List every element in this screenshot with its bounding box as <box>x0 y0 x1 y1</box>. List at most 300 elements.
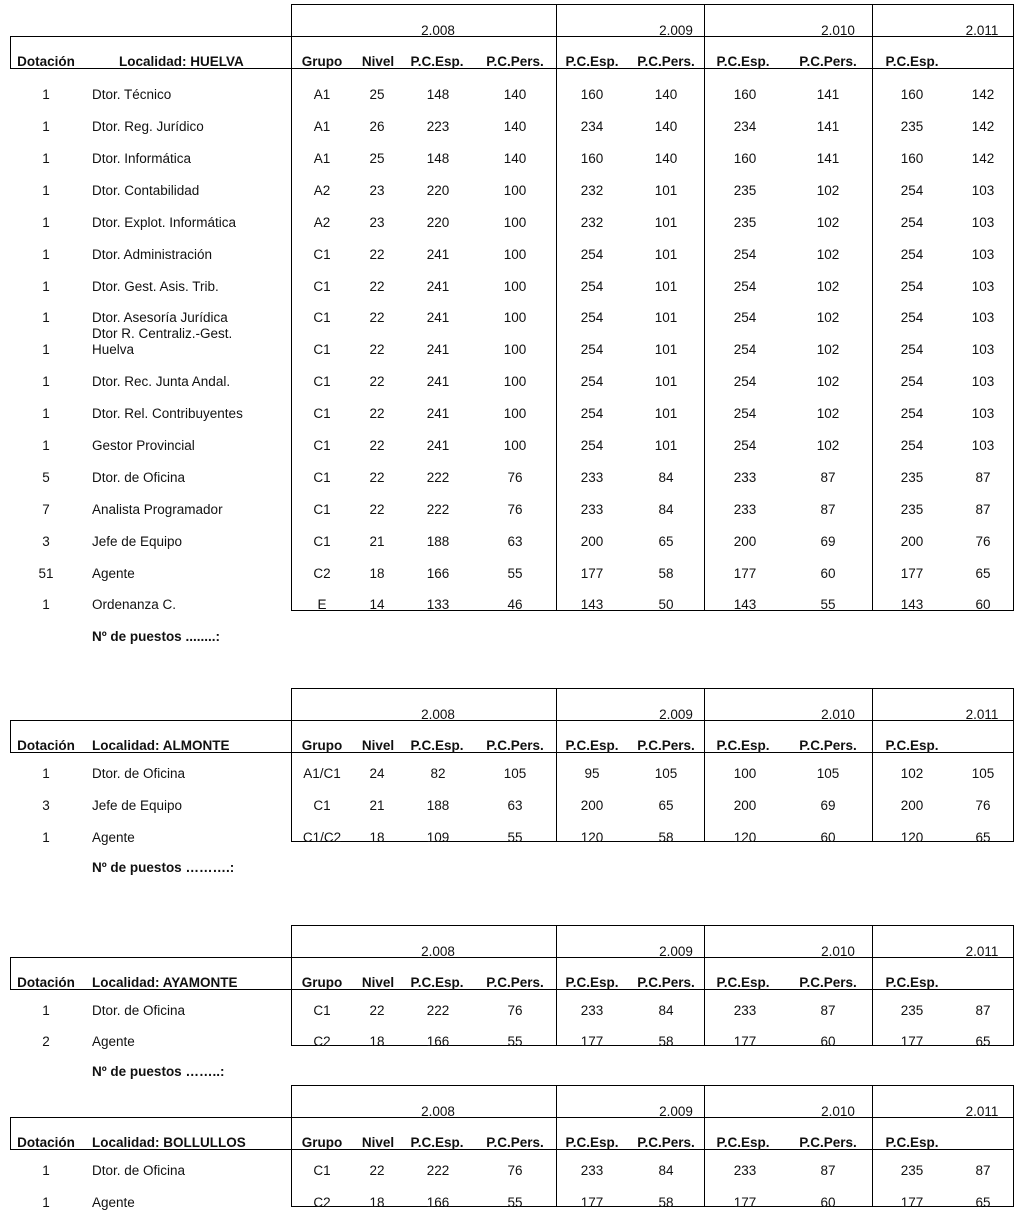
pc-pers-cell: 58 <box>658 566 674 581</box>
grupo-cell: C1 <box>313 1003 331 1018</box>
rule-vertical <box>704 1085 705 1207</box>
pc-esp-cell: 177 <box>733 1195 757 1210</box>
pc-esp-cell: 200 <box>900 798 924 813</box>
pc-esp-cell: 200 <box>733 534 757 549</box>
dotacion-cell: 1 <box>42 215 50 230</box>
pc-pers-cell: 50 <box>658 597 674 612</box>
pc-pers-cell: 101 <box>654 279 678 294</box>
rule-horizontal <box>10 1117 1014 1118</box>
dotacion-cell: 1 <box>42 374 50 389</box>
pc-esp-cell: 100 <box>733 766 757 781</box>
column-header-pc-esp: P.C.Esp. <box>716 1135 770 1150</box>
pc-pers-cell: 60 <box>820 566 836 581</box>
grupo-cell: A1 <box>313 119 331 134</box>
nivel-cell: 23 <box>369 183 385 198</box>
column-header-pc-esp: P.C.Esp. <box>410 738 464 753</box>
pc-pers-cell: 84 <box>658 502 674 517</box>
puesto-name: Dtor. Gest. Asis. Trib. <box>92 279 219 294</box>
dotacion-cell: 1 <box>42 1003 50 1018</box>
column-header-grupo: Grupo <box>301 975 343 990</box>
pc-pers-cell: 142 <box>971 119 995 134</box>
rule-vertical <box>291 925 292 1046</box>
pc-esp-cell: 177 <box>900 1195 924 1210</box>
pc-esp-cell: 188 <box>426 534 450 549</box>
pc-pers-cell: 76 <box>975 534 991 549</box>
rule-horizontal <box>291 1085 1014 1086</box>
pc-esp-cell: 160 <box>580 87 604 102</box>
puesto-name: Jefe de Equipo <box>92 798 183 813</box>
pc-pers-cell: 84 <box>658 470 674 485</box>
pc-pers-cell: 140 <box>654 151 678 166</box>
rule-vertical <box>872 925 873 1046</box>
nivel-cell: 21 <box>369 798 385 813</box>
pc-pers-cell: 76 <box>507 1003 523 1018</box>
pc-esp-cell: 143 <box>900 597 924 612</box>
pc-pers-cell: 100 <box>503 279 527 294</box>
pc-pers-cell: 55 <box>507 1195 523 1210</box>
column-header-dotacion: Dotación <box>17 738 75 753</box>
pc-pers-cell: 58 <box>658 830 674 845</box>
grupo-cell: C1 <box>313 247 331 262</box>
pc-esp-cell: 222 <box>426 1163 450 1178</box>
dotacion-cell: 51 <box>38 566 54 581</box>
puesto-name: Agente <box>92 1195 135 1210</box>
puesto-name: Dtor. de Oficina <box>92 1003 186 1018</box>
pc-pers-cell: 87 <box>975 1003 991 1018</box>
year-label: 2.010 <box>821 23 855 38</box>
column-header-pc-pers: P.C.Pers. <box>799 738 857 753</box>
pc-esp-cell: 254 <box>580 438 604 453</box>
pc-esp-cell: 133 <box>426 597 450 612</box>
pc-pers-cell: 55 <box>820 597 836 612</box>
puesto-name: Dtor. Contabilidad <box>92 183 200 198</box>
pc-pers-cell: 65 <box>975 830 991 845</box>
column-header-pc-pers: P.C.Pers. <box>486 1135 544 1150</box>
pc-pers-cell: 103 <box>971 279 995 294</box>
pc-esp-cell: 254 <box>900 342 924 357</box>
pc-esp-cell: 177 <box>580 1034 604 1049</box>
dotacion-cell: 5 <box>42 470 50 485</box>
pc-esp-cell: 254 <box>900 183 924 198</box>
dotacion-cell: 1 <box>42 279 50 294</box>
rule-vertical <box>1013 4 1014 611</box>
puesto-name: Dtor. de Oficina <box>92 766 186 781</box>
column-header-nivel: Nivel <box>361 738 395 753</box>
year-label: 2.010 <box>821 1104 855 1119</box>
pc-pers-cell: 102 <box>816 406 840 421</box>
pc-pers-cell: 76 <box>507 470 523 485</box>
pc-esp-cell: 177 <box>900 1034 924 1049</box>
rule-horizontal <box>291 925 1014 926</box>
rule-horizontal <box>291 4 1014 5</box>
column-header-grupo: Grupo <box>301 54 343 69</box>
pc-esp-cell: 222 <box>426 470 450 485</box>
rule-vertical <box>556 688 557 842</box>
rule-vertical <box>10 1117 11 1149</box>
year-label: 2.008 <box>421 23 455 38</box>
rule-horizontal <box>10 957 1014 958</box>
puesto-name: Agente <box>92 1034 135 1049</box>
column-header-pc-esp: P.C.Esp. <box>410 975 464 990</box>
pc-esp-cell: 200 <box>580 534 604 549</box>
pc-esp-cell: 254 <box>733 406 757 421</box>
dotacion-cell: 1 <box>42 310 50 325</box>
pc-pers-cell: 76 <box>975 798 991 813</box>
year-label: 2.011 <box>965 1104 999 1119</box>
column-header-pc-esp: P.C.Esp. <box>885 738 939 753</box>
pc-pers-cell: 76 <box>507 502 523 517</box>
column-header-nivel: Nivel <box>361 1135 395 1150</box>
pc-esp-cell: 166 <box>426 1195 450 1210</box>
column-header-pc-pers: P.C.Pers. <box>799 54 857 69</box>
pc-esp-cell: 254 <box>580 342 604 357</box>
pc-esp-cell: 254 <box>900 374 924 389</box>
nivel-cell: 22 <box>369 438 385 453</box>
pc-pers-cell: 105 <box>971 766 995 781</box>
rule-vertical <box>10 957 11 989</box>
pc-pers-cell: 141 <box>816 87 840 102</box>
grupo-cell: C2 <box>313 1195 331 1210</box>
rule-horizontal <box>291 688 1014 689</box>
pc-esp-cell: 241 <box>426 438 450 453</box>
pc-esp-cell: 241 <box>426 279 450 294</box>
pc-esp-cell: 148 <box>426 87 450 102</box>
year-label: 2.009 <box>659 1104 693 1119</box>
nivel-cell: 18 <box>369 566 385 581</box>
pc-pers-cell: 100 <box>503 406 527 421</box>
pc-pers-cell: 103 <box>971 438 995 453</box>
pc-esp-cell: 233 <box>733 470 757 485</box>
grupo-cell: C2 <box>313 566 331 581</box>
pc-esp-cell: 235 <box>900 502 924 517</box>
pc-pers-cell: 140 <box>654 87 678 102</box>
dotacion-cell: 1 <box>42 342 50 357</box>
column-header-pc-esp: P.C.Esp. <box>565 54 619 69</box>
grupo-cell: C1 <box>313 406 331 421</box>
column-header-pc-pers: P.C.Pers. <box>486 54 544 69</box>
pc-pers-cell: 102 <box>816 438 840 453</box>
rule-vertical <box>291 4 292 611</box>
pc-esp-cell: 166 <box>426 566 450 581</box>
puesto-name: Gestor Provincial <box>92 438 195 453</box>
pc-esp-cell: 235 <box>900 1163 924 1178</box>
pc-pers-cell: 140 <box>503 151 527 166</box>
pc-pers-cell: 101 <box>654 438 678 453</box>
pc-esp-cell: 95 <box>584 766 600 781</box>
rule-vertical <box>704 4 705 611</box>
puesto-name: Dtor. Técnico <box>92 87 172 102</box>
pc-esp-cell: 177 <box>733 1034 757 1049</box>
rule-vertical <box>704 925 705 1046</box>
pc-pers-cell: 60 <box>820 1195 836 1210</box>
grupo-cell: E <box>317 597 327 612</box>
pc-pers-cell: 76 <box>507 1163 523 1178</box>
pc-pers-cell: 102 <box>816 310 840 325</box>
pc-esp-cell: 222 <box>426 1003 450 1018</box>
year-label: 2.010 <box>821 944 855 959</box>
column-header-dotacion: Dotación <box>17 54 75 69</box>
nivel-cell: 18 <box>369 1195 385 1210</box>
rule-vertical <box>1013 1085 1014 1207</box>
num-puestos-label: Nº de puestos ……….: <box>92 860 235 875</box>
rule-vertical <box>556 4 557 611</box>
rule-vertical <box>556 925 557 1046</box>
pc-esp-cell: 222 <box>426 502 450 517</box>
pc-esp-cell: 254 <box>580 406 604 421</box>
pc-pers-cell: 101 <box>654 215 678 230</box>
localidad-label: Localidad: BOLLULLOS <box>92 1135 246 1150</box>
pc-esp-cell: 254 <box>733 247 757 262</box>
pc-pers-cell: 84 <box>658 1003 674 1018</box>
year-label: 2.010 <box>821 707 855 722</box>
pc-esp-cell: 234 <box>580 119 604 134</box>
column-header-nivel: Nivel <box>361 54 395 69</box>
grupo-cell: C1 <box>313 534 331 549</box>
nivel-cell: 22 <box>369 374 385 389</box>
year-label: 2.009 <box>659 944 693 959</box>
year-label: 2.008 <box>421 944 455 959</box>
pc-pers-cell: 105 <box>654 766 678 781</box>
num-puestos-label: Nº de puestos ……..: <box>92 1064 225 1079</box>
pc-esp-cell: 241 <box>426 406 450 421</box>
pc-esp-cell: 254 <box>580 310 604 325</box>
grupo-cell: A2 <box>313 215 331 230</box>
column-header-pc-esp: P.C.Esp. <box>885 54 939 69</box>
pc-pers-cell: 101 <box>654 310 678 325</box>
year-label: 2.008 <box>421 707 455 722</box>
nivel-cell: 22 <box>369 342 385 357</box>
pc-esp-cell: 241 <box>426 247 450 262</box>
nivel-cell: 24 <box>369 766 385 781</box>
pc-pers-cell: 100 <box>503 247 527 262</box>
pc-esp-cell: 241 <box>426 310 450 325</box>
num-puestos-label: Nº de puestos ........: <box>92 629 220 644</box>
localidad-label: Localidad: ALMONTE <box>92 738 230 753</box>
grupo-cell: C1 <box>313 470 331 485</box>
pc-pers-cell: 58 <box>658 1195 674 1210</box>
pc-esp-cell: 166 <box>426 1034 450 1049</box>
pc-esp-cell: 233 <box>733 502 757 517</box>
rule-vertical <box>10 720 11 752</box>
dotacion-cell: 7 <box>42 502 50 517</box>
localidad-label: Localidad: HUELVA <box>119 54 244 69</box>
pc-esp-cell: 254 <box>580 247 604 262</box>
year-label: 2.011 <box>965 23 999 38</box>
pc-pers-cell: 63 <box>507 798 523 813</box>
pc-esp-cell: 232 <box>580 183 604 198</box>
pc-pers-cell: 65 <box>975 1034 991 1049</box>
pc-pers-cell: 102 <box>816 215 840 230</box>
puesto-name: Agente <box>92 830 135 845</box>
pc-pers-cell: 141 <box>816 151 840 166</box>
pc-pers-cell: 105 <box>503 766 527 781</box>
pc-esp-cell: 254 <box>580 374 604 389</box>
rule-vertical <box>291 688 292 842</box>
rule-vertical <box>10 36 11 68</box>
pc-esp-cell: 235 <box>733 183 757 198</box>
pc-esp-cell: 220 <box>426 183 450 198</box>
puesto-name: Dtor. Explot. Informática <box>92 215 237 230</box>
pc-pers-cell: 101 <box>654 183 678 198</box>
pc-esp-cell: 254 <box>900 310 924 325</box>
dotacion-cell: 1 <box>42 597 50 612</box>
column-header-pc-pers: P.C.Pers. <box>486 738 544 753</box>
pc-pers-cell: 101 <box>654 406 678 421</box>
column-header-pc-esp: P.C.Esp. <box>410 1135 464 1150</box>
puesto-name: Dtor. Rec. Junta Andal. <box>92 374 231 389</box>
column-header-pc-esp: P.C.Esp. <box>716 54 770 69</box>
pc-esp-cell: 235 <box>900 470 924 485</box>
rule-vertical <box>556 1085 557 1207</box>
grupo-cell: A1 <box>313 151 331 166</box>
dotacion-cell: 1 <box>42 438 50 453</box>
column-header-grupo: Grupo <box>301 738 343 753</box>
nivel-cell: 14 <box>369 597 385 612</box>
dotacion-cell: 1 <box>42 119 50 134</box>
pc-pers-cell: 69 <box>820 534 836 549</box>
grupo-cell: C1 <box>313 1163 331 1178</box>
pc-pers-cell: 103 <box>971 406 995 421</box>
pc-pers-cell: 100 <box>503 374 527 389</box>
grupo-cell: A1/C1 <box>303 766 341 781</box>
column-header-pc-pers: P.C.Pers. <box>799 975 857 990</box>
pc-esp-cell: 234 <box>733 119 757 134</box>
puesto-name: Dtor. de Oficina <box>92 470 186 485</box>
pc-pers-cell: 140 <box>503 119 527 134</box>
pc-pers-cell: 65 <box>658 534 674 549</box>
nivel-cell: 22 <box>369 1003 385 1018</box>
nivel-cell: 25 <box>369 151 385 166</box>
pc-pers-cell: 141 <box>816 119 840 134</box>
dotacion-cell: 1 <box>42 247 50 262</box>
pc-esp-cell: 254 <box>900 438 924 453</box>
pc-esp-cell: 233 <box>580 1163 604 1178</box>
pc-esp-cell: 254 <box>733 342 757 357</box>
column-header-pc-pers: P.C.Pers. <box>486 975 544 990</box>
pc-pers-cell: 140 <box>503 87 527 102</box>
puesto-name: Dtor. Rel. Contribuyentes <box>92 406 243 421</box>
puesto-name: Dtor. Reg. Jurídico <box>92 119 204 134</box>
dotacion-cell: 3 <box>42 798 50 813</box>
pc-pers-cell: 60 <box>975 597 991 612</box>
puesto-name: Jefe de Equipo <box>92 534 183 549</box>
column-header-pc-esp: P.C.Esp. <box>885 975 939 990</box>
nivel-cell: 22 <box>369 502 385 517</box>
column-header-pc-pers: P.C.Pers. <box>799 1135 857 1150</box>
pc-esp-cell: 143 <box>580 597 604 612</box>
year-label: 2.011 <box>965 707 999 722</box>
puesto-name: Dtor. Informática <box>92 151 192 166</box>
pc-pers-cell: 100 <box>503 183 527 198</box>
pc-esp-cell: 220 <box>426 215 450 230</box>
dotacion-cell: 1 <box>42 183 50 198</box>
dotacion-cell: 1 <box>42 830 50 845</box>
column-header-pc-esp: P.C.Esp. <box>716 738 770 753</box>
pc-pers-cell: 46 <box>507 597 523 612</box>
pc-esp-cell: 177 <box>580 566 604 581</box>
nivel-cell: 23 <box>369 215 385 230</box>
grupo-cell: C1 <box>313 438 331 453</box>
pc-esp-cell: 120 <box>733 830 757 845</box>
pc-esp-cell: 254 <box>733 310 757 325</box>
pc-esp-cell: 235 <box>733 215 757 230</box>
pc-esp-cell: 160 <box>733 151 757 166</box>
pc-esp-cell: 223 <box>426 119 450 134</box>
grupo-cell: C1 <box>313 310 331 325</box>
puesto-name-continued: Huelva <box>92 342 135 357</box>
pc-esp-cell: 177 <box>580 1195 604 1210</box>
pc-pers-cell: 102 <box>816 374 840 389</box>
pc-pers-cell: 87 <box>820 1163 836 1178</box>
year-label: 2.009 <box>659 23 693 38</box>
year-label: 2.009 <box>659 707 693 722</box>
rule-vertical <box>704 688 705 842</box>
pc-pers-cell: 142 <box>971 151 995 166</box>
pc-esp-cell: 148 <box>426 151 450 166</box>
dotacion-cell: 3 <box>42 534 50 549</box>
pc-esp-cell: 254 <box>580 279 604 294</box>
pc-pers-cell: 65 <box>658 798 674 813</box>
puesto-name: Dtor R. Centraliz.-Gest. <box>92 326 233 341</box>
pc-pers-cell: 102 <box>816 342 840 357</box>
grupo-cell: C1 <box>313 342 331 357</box>
pc-pers-cell: 84 <box>658 1163 674 1178</box>
pc-pers-cell: 142 <box>971 87 995 102</box>
pc-pers-cell: 65 <box>975 1195 991 1210</box>
column-header-nivel: Nivel <box>361 975 395 990</box>
dotacion-cell: 2 <box>42 1034 50 1049</box>
pc-pers-cell: 102 <box>816 279 840 294</box>
pc-pers-cell: 87 <box>975 502 991 517</box>
nivel-cell: 22 <box>369 279 385 294</box>
pc-esp-cell: 160 <box>900 151 924 166</box>
pc-esp-cell: 102 <box>900 766 924 781</box>
rule-vertical <box>872 1085 873 1207</box>
pc-pers-cell: 69 <box>820 798 836 813</box>
grupo-cell: C1/C2 <box>302 830 342 845</box>
column-header-pc-esp: P.C.Esp. <box>565 975 619 990</box>
column-header-pc-esp: P.C.Esp. <box>716 975 770 990</box>
nivel-cell: 21 <box>369 534 385 549</box>
pc-pers-cell: 100 <box>503 438 527 453</box>
pc-pers-cell: 87 <box>820 1003 836 1018</box>
grupo-cell: C1 <box>313 374 331 389</box>
nivel-cell: 18 <box>369 830 385 845</box>
pc-pers-cell: 60 <box>820 830 836 845</box>
pc-pers-cell: 87 <box>820 502 836 517</box>
puesto-name: Agente <box>92 566 135 581</box>
puesto-name: Dtor. de Oficina <box>92 1163 186 1178</box>
grupo-cell: A2 <box>313 183 331 198</box>
dotacion-cell: 1 <box>42 1163 50 1178</box>
nivel-cell: 25 <box>369 87 385 102</box>
puesto-name: Dtor. Asesoría Jurídica <box>92 310 228 325</box>
pc-esp-cell: 233 <box>733 1163 757 1178</box>
pc-pers-cell: 102 <box>816 247 840 262</box>
pc-esp-cell: 254 <box>733 374 757 389</box>
column-header-pc-pers: P.C.Pers. <box>637 1135 695 1150</box>
pc-esp-cell: 241 <box>426 342 450 357</box>
pc-pers-cell: 100 <box>503 342 527 357</box>
pc-esp-cell: 177 <box>900 566 924 581</box>
pc-pers-cell: 102 <box>816 183 840 198</box>
nivel-cell: 22 <box>369 310 385 325</box>
dotacion-cell: 1 <box>42 1195 50 1210</box>
pc-pers-cell: 103 <box>971 215 995 230</box>
nivel-cell: 22 <box>369 1163 385 1178</box>
pc-esp-cell: 160 <box>580 151 604 166</box>
year-label: 2.008 <box>421 1104 455 1119</box>
